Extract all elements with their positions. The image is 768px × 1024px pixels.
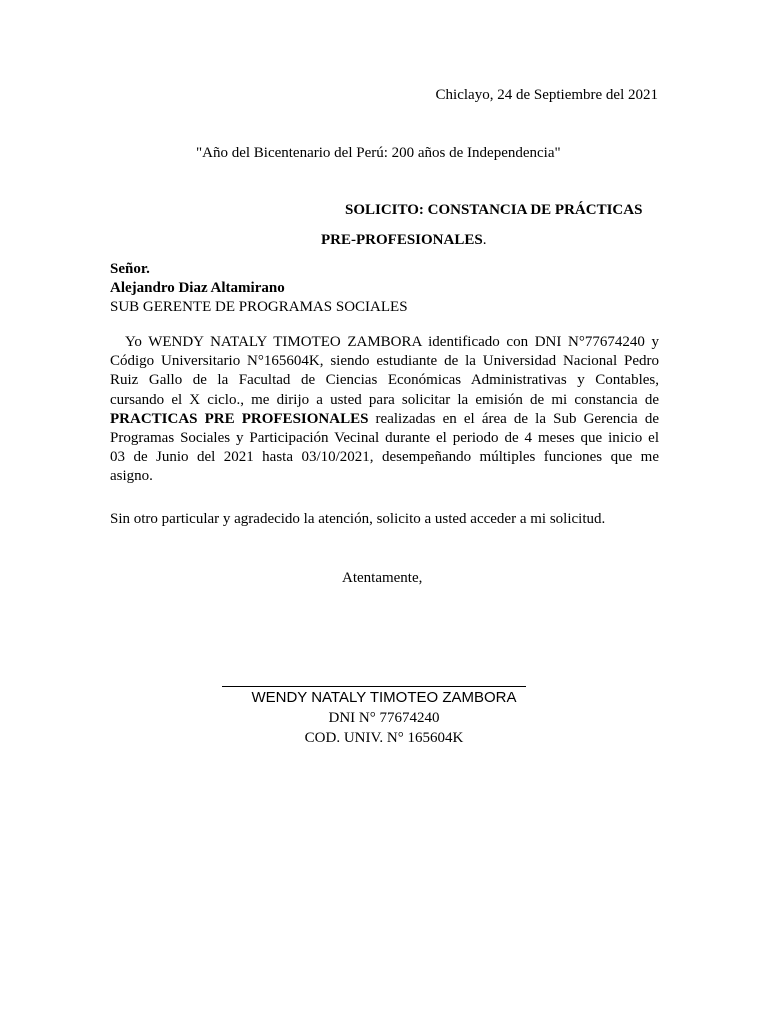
recipient-block: [110, 260, 408, 317]
body-row: cursando el X ciclo., me dirijo a usted para solicitar la emisión de mi constancia de: [110, 391, 659, 408]
year-motto: "Año del Bicentenario del Perú: 200 años de Independencia": [196, 145, 561, 161]
body-row: Yo WENDY NATALY TIMOTEO ZAMBORA identificado con DNI N°77674240 y: [125, 334, 659, 350]
body-row: Ruiz Gallo de la Facultad de Ciencias Económicas Administrativas y Contables,: [110, 372, 659, 389]
body-row-text: realizadas en el área de la Sub Gerencia de: [368, 410, 659, 427]
regards: Atentamente,: [342, 570, 423, 586]
subject-line-2: [321, 231, 486, 249]
signer-code: COD. UNIV. N° 165604K: [304, 730, 464, 746]
practices-emphasis: PRACTICAS PRE PROFESIONALES: [110, 410, 369, 427]
body-row: asigno.: [110, 468, 153, 485]
recipient-salutation: Señor.: [110, 261, 150, 277]
closing-paragraph: Sin otro particular y agradecido la atención, solicito a usted acceder a mi solicitud.: [110, 511, 606, 527]
signer-dni: DNI N° 77674240: [328, 710, 440, 726]
signature-line: [222, 686, 526, 687]
body-row: [110, 410, 659, 429]
recipient-name: Alejandro Diaz Altamirano: [110, 280, 285, 296]
recipient-position: SUB GERENTE DE PROGRAMAS SOCIALES: [110, 299, 408, 315]
subject-line-2-text: PRE-PROFESIONALES: [321, 232, 483, 248]
subject-line-1: SOLICITO: CONSTANCIA DE PRÁCTICAS: [345, 202, 643, 218]
body-row: Programas Sociales y Participación Vecinal durante el periodo de 4 meses que inicio el: [110, 430, 659, 447]
letter-date: Chiclayo, 24 de Septiembre del 2021: [435, 87, 658, 103]
body-row: Código Universitario N°165604K, siendo estudiante de la Universidad Nacional Pedro: [110, 353, 659, 370]
subject-line-2-suffix: .: [482, 232, 487, 248]
signature-block: [222, 688, 546, 748]
body-row: 03 de Junio del 2021 hasta 03/10/2021, desempeñando múltiples funciones que me: [110, 449, 659, 466]
body-paragraph: [110, 333, 659, 487]
signer-name: WENDY NATALY TIMOTEO ZAMBORA: [251, 689, 517, 706]
